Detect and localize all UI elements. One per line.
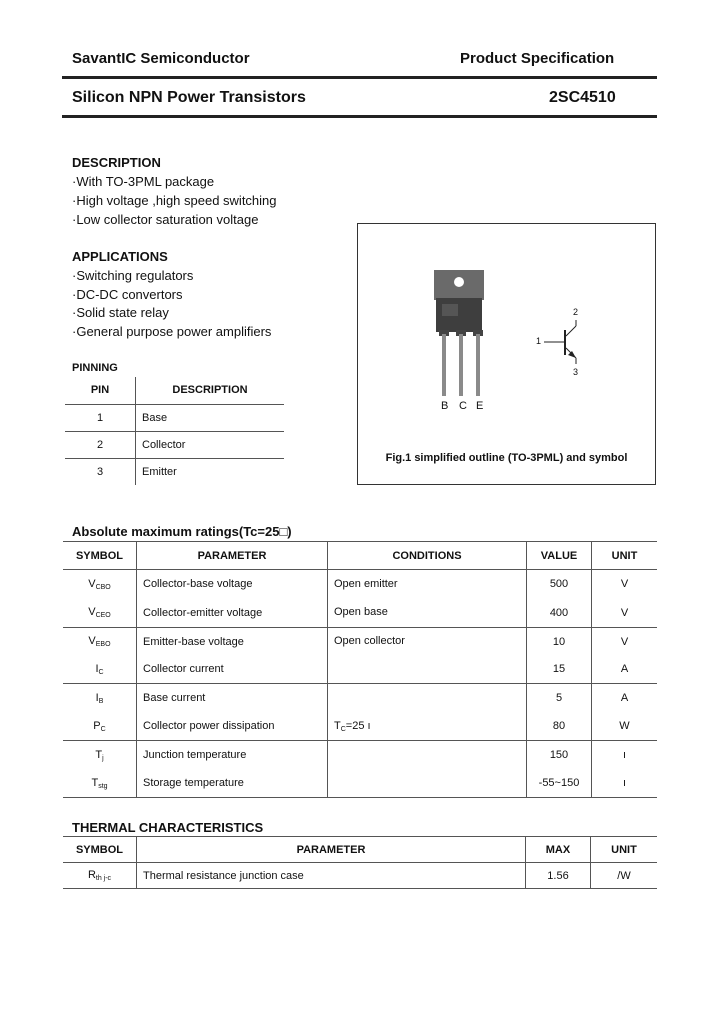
symbol-letter: V xyxy=(88,577,96,590)
thermal-symbol xyxy=(63,863,137,889)
condition-text: T xyxy=(334,719,341,732)
pinning-table xyxy=(65,377,284,485)
condition-subscript: C xyxy=(340,725,346,733)
rating-value: 80 xyxy=(527,713,592,741)
condition-tail: =25 ı xyxy=(345,719,371,732)
rating-parameter: Collector-emitter voltage xyxy=(137,599,328,628)
rating-unit: ı xyxy=(592,770,658,798)
pinning-header-row xyxy=(65,377,284,404)
doc-title: Silicon NPN Power Transistors xyxy=(72,89,306,106)
rating-unit: V xyxy=(592,570,658,599)
rating-value: 500 xyxy=(527,570,592,599)
table-row xyxy=(63,599,657,628)
applications-title: APPLICATIONS xyxy=(72,249,168,264)
symbol-label-2: 2 xyxy=(573,307,579,317)
symbol-subscript: C xyxy=(100,725,106,733)
rating-symbol xyxy=(63,741,137,770)
table-row xyxy=(63,570,657,599)
application-item: ·Solid state relay xyxy=(72,305,169,320)
thermal-header-row xyxy=(63,837,657,863)
rating-unit: A xyxy=(592,656,658,684)
doc-type: Product Specification xyxy=(460,50,615,67)
pinning-title: PINNING xyxy=(72,362,118,374)
table-row xyxy=(63,863,657,889)
lead-label-c: C xyxy=(459,400,467,412)
table-row xyxy=(63,741,657,770)
application-item: ·Switching regulators xyxy=(72,268,194,283)
rating-value: -55~150 xyxy=(527,770,592,798)
rating-parameter: Collector current xyxy=(137,656,328,684)
header-rule-top xyxy=(62,76,657,79)
rating-condition xyxy=(328,741,527,770)
condition-text: Open emitter xyxy=(334,577,398,590)
symbol-letter: T xyxy=(91,776,99,789)
ratings-header-row xyxy=(63,542,657,570)
rating-symbol xyxy=(63,570,137,599)
symbol-subscript: CBO xyxy=(95,583,111,591)
symbol-letter: V xyxy=(88,606,96,619)
symbol-letter: P xyxy=(93,719,101,732)
pin-number: 2 xyxy=(65,431,136,458)
pin-number: 1 xyxy=(65,404,136,431)
lead-label-e: E xyxy=(476,400,484,412)
thermal-title: THERMAL CHARACTERISTICS xyxy=(72,820,264,835)
application-item: ·DC-DC convertors xyxy=(72,287,183,302)
table-row xyxy=(65,431,284,458)
symbol-subscript: stg xyxy=(98,782,108,790)
rating-symbol xyxy=(63,713,137,741)
rating-condition xyxy=(328,770,527,798)
rating-unit: V xyxy=(592,628,658,656)
table-row xyxy=(63,656,657,684)
ratings-table xyxy=(63,541,657,798)
pin-desc-header: DESCRIPTION xyxy=(136,377,285,404)
thermal-parameter: Thermal resistance junction case xyxy=(137,863,526,889)
rating-value: 10 xyxy=(527,628,592,656)
description-item: ·With TO-3PML package xyxy=(72,174,215,189)
rating-unit: W xyxy=(592,713,658,741)
condition-text: Open collector xyxy=(334,635,405,648)
table-row xyxy=(65,458,284,485)
lead-label-b: B xyxy=(441,400,449,412)
col-symbol: SYMBOL xyxy=(63,542,137,570)
rating-value: 400 xyxy=(527,599,592,628)
description-item: ·Low collector saturation voltage xyxy=(72,212,259,227)
application-item: ·General purpose power amplifiers xyxy=(72,324,272,339)
col-unit: UNIT xyxy=(591,837,658,863)
col-unit: UNIT xyxy=(592,542,658,570)
rating-condition xyxy=(328,713,527,741)
col-symbol: SYMBOL xyxy=(63,837,137,863)
thermal-unit: /W xyxy=(591,863,658,889)
thermal-table xyxy=(63,836,657,889)
rating-symbol xyxy=(63,684,137,713)
symbol-subscript: B xyxy=(98,697,104,705)
condition-text: Open base xyxy=(334,606,388,619)
description-title: DESCRIPTION xyxy=(72,155,161,170)
rating-unit: ı xyxy=(592,741,658,770)
table-row xyxy=(63,684,657,713)
package-outline-icon xyxy=(358,224,655,484)
symbol-letter: V xyxy=(88,635,96,648)
symbol-subscript: EBO xyxy=(95,641,111,649)
col-max: MAX xyxy=(526,837,591,863)
ratings-title: Absolute maximum ratings(Tc=25□) xyxy=(72,524,292,539)
symbol-subscript: C xyxy=(98,668,104,676)
header-rule-bottom xyxy=(62,115,657,118)
col-parameter: PARAMETER xyxy=(137,542,328,570)
symbol-subscript: j xyxy=(102,754,104,762)
pin-header: PIN xyxy=(65,377,136,404)
rating-unit: V xyxy=(592,599,658,628)
rating-parameter: Collector power dissipation xyxy=(137,713,328,741)
rating-value: 150 xyxy=(527,741,592,770)
rating-parameter: Emitter-base voltage xyxy=(137,628,328,656)
pin-description: Emitter xyxy=(136,458,285,485)
symbol-letter: T xyxy=(95,748,103,761)
col-parameter: PARAMETER xyxy=(137,837,526,863)
symbol-letter: R xyxy=(87,869,96,881)
col-value: VALUE xyxy=(527,542,592,570)
rating-condition xyxy=(328,656,527,684)
symbol-label-3: 3 xyxy=(573,367,579,377)
rating-symbol xyxy=(63,770,137,798)
pin-description: Collector xyxy=(136,431,285,458)
table-row xyxy=(65,404,284,431)
symbol-label-1: 1 xyxy=(536,336,542,346)
figure-caption: Fig.1 simplified outline (TO-3PML) and symbol xyxy=(385,452,628,464)
col-conditions: CONDITIONS xyxy=(328,542,527,570)
table-row xyxy=(63,628,657,656)
rating-symbol xyxy=(63,656,137,684)
symbol-letter: I xyxy=(95,662,99,675)
symbol-subscript: CEO xyxy=(95,612,111,620)
figure-box xyxy=(357,223,656,485)
rating-condition xyxy=(328,684,527,713)
rating-parameter: Junction temperature xyxy=(137,741,328,770)
symbol-subscript: th j-c xyxy=(95,875,112,882)
part-number: 2SC4510 xyxy=(549,89,616,106)
company-name: SavantIC Semiconductor xyxy=(72,50,250,67)
pin-description: Base xyxy=(136,404,285,431)
rating-parameter: Base current xyxy=(137,684,328,713)
rating-condition xyxy=(328,628,527,656)
table-row xyxy=(63,713,657,741)
rating-parameter: Storage temperature xyxy=(137,770,328,798)
rating-unit: A xyxy=(592,684,658,713)
thermal-max: 1.56 xyxy=(526,863,591,889)
rating-parameter: Collector-base voltage xyxy=(137,570,328,599)
pin-number: 3 xyxy=(96,465,104,478)
description-item: ·High voltage ,high speed switching xyxy=(72,193,277,208)
rating-condition xyxy=(328,570,527,599)
rating-symbol xyxy=(63,628,137,656)
rating-value: 5 xyxy=(527,684,592,713)
rating-condition xyxy=(328,599,527,628)
symbol-letter: I xyxy=(95,691,99,704)
rating-value: 15 xyxy=(527,656,592,684)
table-row xyxy=(63,770,657,798)
rating-symbol xyxy=(63,599,137,628)
